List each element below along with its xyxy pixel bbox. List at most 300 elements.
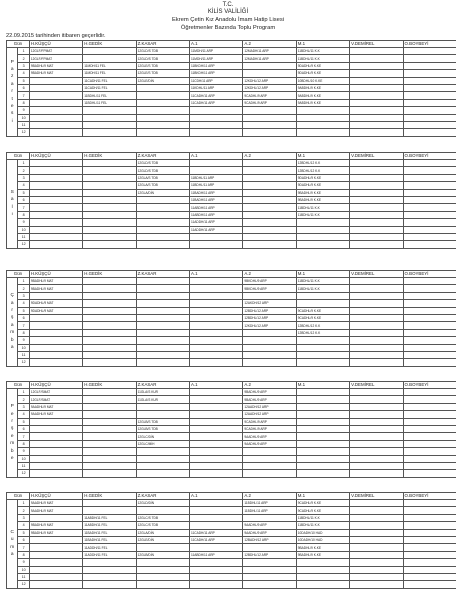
lesson-cell [136, 337, 189, 344]
column-header-gun: Gün [7, 41, 30, 48]
lesson-cell: 9DADHL/9 MAT [29, 300, 82, 307]
period-number: 11 [18, 462, 29, 469]
header-program-title: Öğretmenler Bazında Toplu Program [180, 25, 276, 31]
lesson-cell: 12KDHL/12 ARP [243, 84, 296, 91]
table-row [7, 418, 456, 425]
day-table [6, 381, 456, 478]
lesson-cell [190, 581, 243, 588]
lesson-cell [296, 455, 349, 462]
lesson-cell [350, 351, 403, 358]
lesson-cell [350, 219, 403, 226]
lesson-cell [29, 174, 82, 181]
lesson-cell [403, 551, 456, 558]
lesson-cell [403, 219, 456, 226]
column-header-teacher: A.2 [243, 41, 296, 48]
lesson-cell [350, 514, 403, 521]
lesson-cell [190, 462, 243, 469]
lesson-cell [190, 314, 243, 321]
table-row [7, 433, 456, 440]
column-header-teacher: H.GEDİK [83, 493, 136, 500]
lesson-cell [190, 566, 243, 573]
lesson-cell [243, 462, 296, 469]
lesson-cell: 9BADHL/9 ARP [243, 389, 296, 396]
lesson-cell [403, 500, 456, 507]
table-row [7, 189, 456, 196]
table-row [7, 329, 456, 336]
lesson-cell: 9CADHL/9 K.KE [296, 314, 349, 321]
lesson-cell [136, 241, 189, 248]
lesson-cell [403, 337, 456, 344]
lesson-cell [136, 359, 189, 366]
lesson-cell [403, 522, 456, 529]
lesson-cell [136, 455, 189, 462]
table-row [7, 573, 456, 580]
lesson-cell: 9BADHL/9 MAT [29, 70, 82, 77]
lesson-cell [350, 507, 403, 514]
lesson-cell: 11ADDH/11 FEL [83, 551, 136, 558]
lesson-cell: 12GLA/DİN [136, 189, 189, 196]
table-row [7, 389, 456, 396]
lesson-cell: 12GLD/DİN [136, 500, 189, 507]
table-row [7, 129, 456, 136]
lesson-cell: 11BADH/11 ARP [190, 196, 243, 203]
lesson-cell [83, 351, 136, 358]
day-name-vertical: C u m a [7, 500, 18, 589]
lesson-cell [296, 107, 349, 114]
period-number: 1 [18, 389, 29, 396]
lesson-cell [29, 121, 82, 128]
lesson-cell [83, 322, 136, 329]
column-header-teacher: A.2 [243, 153, 296, 160]
lesson-cell [83, 507, 136, 514]
lesson-cell [83, 121, 136, 128]
column-header-teacher: H.KÜŞÇÜ [29, 493, 82, 500]
lesson-cell [136, 507, 189, 514]
lesson-cell: 11BDHL/11 K.K [296, 211, 349, 218]
lesson-cell: 9CADHL/9 ARP [243, 99, 296, 106]
lesson-cell: 11CADH/11 FEL [83, 77, 136, 84]
lesson-cell [243, 329, 296, 336]
lesson-cell [403, 121, 456, 128]
lesson-cell [190, 107, 243, 114]
lesson-cell [403, 77, 456, 84]
table-row [7, 160, 456, 167]
lesson-cell: 11BDHL/11 ARP [190, 182, 243, 189]
lesson-cell: 9DADHL/9 MAT [29, 307, 82, 314]
lesson-cell [83, 167, 136, 174]
lesson-cell [243, 129, 296, 136]
column-header-teacher: H.GEDİK [83, 41, 136, 48]
lesson-cell: 11MDH/11 FEL [83, 70, 136, 77]
lesson-cell [29, 292, 82, 299]
lesson-cell [296, 425, 349, 432]
lesson-cell [83, 211, 136, 218]
lesson-cell: 12BDHL/12 K.K [296, 160, 349, 167]
lesson-cell [190, 121, 243, 128]
lesson-cell [190, 448, 243, 455]
lesson-cell [83, 292, 136, 299]
lesson-cell: 9BADHL/9 K.KE [296, 551, 349, 558]
table-row [7, 77, 456, 84]
period-number: 12 [18, 470, 29, 477]
lesson-cell [83, 307, 136, 314]
lesson-cell: 12GLE/DİN [136, 536, 189, 543]
lesson-cell [350, 129, 403, 136]
lesson-cell [29, 241, 82, 248]
period-number: 11 [18, 351, 29, 358]
lesson-cell: 9AADHL/9 ARP [243, 529, 296, 536]
lesson-cell [136, 278, 189, 285]
lesson-cell [29, 462, 82, 469]
lesson-cell [296, 337, 349, 344]
period-number: 5 [18, 307, 29, 314]
period-number: 3 [18, 174, 29, 181]
table-row [7, 411, 456, 418]
table-row [7, 351, 456, 358]
lesson-cell [403, 581, 456, 588]
period-number: 6 [18, 196, 29, 203]
lesson-cell [83, 559, 136, 566]
period-number: 11 [18, 121, 29, 128]
lesson-cell [136, 470, 189, 477]
lesson-cell [83, 344, 136, 351]
lesson-cell: 12KDHL/12 ARP [243, 322, 296, 329]
lesson-cell: 9BADHL/9 MAT [29, 285, 82, 292]
lesson-cell [136, 462, 189, 469]
lesson-cell [190, 396, 243, 403]
lesson-cell [83, 129, 136, 136]
lesson-cell [350, 174, 403, 181]
lesson-cell: 11GLA/S KUR [136, 389, 189, 396]
lesson-cell [29, 160, 82, 167]
lesson-cell: 9BADHL/9 MAT [29, 278, 82, 285]
lesson-cell [350, 344, 403, 351]
lesson-cell [136, 448, 189, 455]
table-row [7, 337, 456, 344]
lesson-cell [350, 84, 403, 91]
table-row [7, 300, 456, 307]
lesson-cell [83, 566, 136, 573]
table-row [7, 425, 456, 432]
table-header-row [7, 382, 456, 389]
lesson-cell: 12BDHL/12 K.K [296, 329, 349, 336]
lesson-cell [136, 403, 189, 410]
lesson-cell [29, 448, 82, 455]
table-row [7, 121, 456, 128]
period-number: 8 [18, 211, 29, 218]
lesson-cell [29, 581, 82, 588]
lesson-cell [296, 241, 349, 248]
lesson-cell [350, 189, 403, 196]
lesson-cell [243, 455, 296, 462]
column-header-teacher: O.BOYBEYİ [403, 41, 456, 48]
lesson-cell [296, 233, 349, 240]
lesson-cell [403, 196, 456, 203]
lesson-cell [243, 62, 296, 69]
lesson-cell [403, 307, 456, 314]
lesson-cell: 9AADHL/9 ARP [243, 433, 296, 440]
lesson-cell: 9AADHL/9 MAT [29, 500, 82, 507]
lesson-cell [350, 160, 403, 167]
column-header-gun: Gün [7, 271, 30, 278]
period-number: 7 [18, 204, 29, 211]
lesson-cell [136, 233, 189, 240]
lesson-cell [83, 189, 136, 196]
table-row [7, 241, 456, 248]
lesson-cell [136, 307, 189, 314]
table-row [7, 107, 456, 114]
validity-date-note: 22.09.2015 tarihinden itibaren geçerlidir. [6, 33, 106, 39]
lesson-cell [403, 544, 456, 551]
lesson-cell [190, 411, 243, 418]
lesson-cell [136, 411, 189, 418]
lesson-cell [403, 99, 456, 106]
lesson-cell: 9AADHL/9 MAT [29, 411, 82, 418]
lesson-cell [136, 559, 189, 566]
lesson-cell: 9CADHL/9 ARP [243, 418, 296, 425]
lesson-cell: 12GLB/S TDB [136, 425, 189, 432]
lesson-cell [83, 48, 136, 55]
lesson-cell: 9BADHL/9 K.KE [296, 189, 349, 196]
lesson-cell [190, 329, 243, 336]
lesson-cell [29, 425, 82, 432]
header-school-name: Ekrem Çetin Kız Anadolu İmam Hatip Lisesi [171, 17, 285, 23]
lesson-cell [350, 233, 403, 240]
lesson-cell [243, 121, 296, 128]
lesson-cell [403, 389, 456, 396]
table-row [7, 48, 456, 55]
period-number: 9 [18, 559, 29, 566]
lesson-cell: 11MDH/11 ARP [190, 55, 243, 62]
lesson-cell [243, 174, 296, 181]
lesson-cell: 11BKDH/11 ARP [190, 62, 243, 69]
lesson-cell [243, 573, 296, 580]
lesson-cell [403, 189, 456, 196]
lesson-cell: 12AKDH/12 ARP [243, 300, 296, 307]
table-row [7, 219, 456, 226]
lesson-cell: 11BDHL/11 FEL [83, 92, 136, 99]
lesson-cell [350, 285, 403, 292]
lesson-cell [136, 121, 189, 128]
lesson-cell [403, 174, 456, 181]
lesson-cell [296, 344, 349, 351]
lesson-cell [403, 448, 456, 455]
lesson-cell [350, 62, 403, 69]
lesson-cell [403, 211, 456, 218]
table-row [7, 500, 456, 507]
lesson-cell [350, 455, 403, 462]
lesson-cell [296, 448, 349, 455]
lesson-cell [29, 433, 82, 440]
lesson-cell [83, 285, 136, 292]
period-number: 11 [18, 233, 29, 240]
lesson-cell [243, 204, 296, 211]
lesson-cell [29, 182, 82, 189]
lesson-cell [350, 581, 403, 588]
lesson-cell [83, 107, 136, 114]
lesson-cell [190, 403, 243, 410]
table-row [7, 470, 456, 477]
table-row [7, 551, 456, 558]
lesson-cell [29, 551, 82, 558]
lesson-cell [83, 233, 136, 240]
lesson-cell [350, 470, 403, 477]
lesson-cell [350, 204, 403, 211]
lesson-cell [136, 292, 189, 299]
lesson-cell [403, 344, 456, 351]
period-number: 6 [18, 84, 29, 91]
lesson-cell [136, 107, 189, 114]
lesson-cell [29, 337, 82, 344]
lesson-cell: 9ABDHL/9 K.KE [296, 99, 349, 106]
lesson-cell [243, 359, 296, 366]
lesson-cell: 12BDHL/12 K.K [296, 167, 349, 174]
lesson-cell [350, 529, 403, 536]
lesson-cell: 11CADH/11 ARP [190, 99, 243, 106]
column-header-teacher: O.BOYBEYİ [403, 493, 456, 500]
lesson-cell [350, 300, 403, 307]
lesson-cell: 9BADHL/9 ARP [243, 396, 296, 403]
table-row [7, 285, 456, 292]
lesson-cell [29, 129, 82, 136]
lesson-cell [350, 566, 403, 573]
column-header-gun: Gün [7, 493, 30, 500]
lesson-cell [403, 462, 456, 469]
lesson-cell [403, 129, 456, 136]
lesson-cell [190, 470, 243, 477]
lesson-cell [83, 226, 136, 233]
lesson-cell [350, 314, 403, 321]
lesson-cell [403, 559, 456, 566]
lesson-cell: 11CADH/11 ARP [190, 529, 243, 536]
lesson-cell: 10BDHL/10 K.KE [296, 77, 349, 84]
lesson-cell: 9DADHL/9 K.KE [296, 62, 349, 69]
lesson-cell: 12GLA/S TDB [136, 174, 189, 181]
lesson-cell [29, 351, 82, 358]
lesson-cell [243, 566, 296, 573]
day-table [6, 152, 456, 249]
period-number: 12 [18, 581, 29, 588]
table-row [7, 70, 456, 77]
lesson-cell [403, 285, 456, 292]
lesson-cell [350, 99, 403, 106]
lesson-cell: 11ABDH/11 ARP [190, 211, 243, 218]
lesson-cell [296, 566, 349, 573]
lesson-cell [136, 204, 189, 211]
lesson-cell [296, 351, 349, 358]
period-number: 9 [18, 337, 29, 344]
lesson-cell [403, 300, 456, 307]
lesson-cell [83, 204, 136, 211]
lesson-cell [83, 160, 136, 167]
lesson-cell [350, 500, 403, 507]
lesson-cell [403, 314, 456, 321]
table-header-row [7, 41, 456, 48]
table-row [7, 278, 456, 285]
lesson-cell: 9DADHL/9 K.KE [296, 182, 349, 189]
lesson-cell [243, 448, 296, 455]
lesson-cell [403, 322, 456, 329]
lesson-cell [136, 544, 189, 551]
lesson-cell: 11BADH/11 ARP [190, 189, 243, 196]
lesson-cell [136, 285, 189, 292]
period-number: 7 [18, 92, 29, 99]
lesson-cell [243, 219, 296, 226]
lesson-cell [350, 182, 403, 189]
table-row [7, 233, 456, 240]
lesson-cell: 12GLB/DİN [136, 551, 189, 558]
lesson-cell [350, 48, 403, 55]
lesson-cell [243, 233, 296, 240]
lesson-cell: 9AADHL/9 MAT [29, 403, 82, 410]
lesson-cell [403, 160, 456, 167]
column-header-teacher: A.2 [243, 271, 296, 278]
lesson-cell [190, 307, 243, 314]
lesson-cell: 12GLE/S TDB [136, 62, 189, 69]
lesson-cell [29, 204, 82, 211]
lesson-cell: 12GLB/S TDB [136, 418, 189, 425]
lesson-cell: 9CADHL/9 K.KE [296, 307, 349, 314]
column-header-teacher: Z.KASAR [136, 493, 189, 500]
lesson-cell [350, 396, 403, 403]
lesson-cell [136, 92, 189, 99]
lesson-cell: 11BADH/11 FEL [83, 536, 136, 543]
period-number: 6 [18, 314, 29, 321]
lesson-cell: 12AADH/12 ARP [243, 411, 296, 418]
column-header-teacher: M.1 [296, 41, 349, 48]
lesson-cell [29, 344, 82, 351]
lesson-cell [29, 84, 82, 91]
table-row [7, 167, 456, 174]
period-number: 12 [18, 359, 29, 366]
lesson-cell: 11BDHL/11 K.K [296, 55, 349, 62]
table-row [7, 559, 456, 566]
table-row [7, 440, 456, 447]
lesson-cell [29, 114, 82, 121]
lesson-cell [403, 167, 456, 174]
lesson-cell [350, 573, 403, 580]
lesson-cell [190, 300, 243, 307]
lesson-cell: 9DADHL/9 K.KE [296, 174, 349, 181]
lesson-cell [350, 433, 403, 440]
lesson-cell [403, 48, 456, 55]
lesson-cell [296, 219, 349, 226]
period-number: 4 [18, 300, 29, 307]
table-row [7, 359, 456, 366]
lesson-cell [350, 70, 403, 77]
lesson-cell: 12GLD/S TDB [136, 167, 189, 174]
lesson-cell [29, 566, 82, 573]
lesson-cell [190, 278, 243, 285]
lesson-cell [190, 114, 243, 121]
lesson-cell [190, 351, 243, 358]
column-header-gun: Gün [7, 382, 30, 389]
day-name-vertical: P a z a r t e s i [7, 48, 18, 137]
column-header-teacher: V.DEMİREL [350, 271, 403, 278]
lesson-cell [83, 314, 136, 321]
lesson-cell [243, 470, 296, 477]
lesson-cell: 11BDHL/11 ARP [190, 174, 243, 181]
lesson-cell [29, 514, 82, 521]
lesson-cell [136, 314, 189, 321]
lesson-cell [136, 300, 189, 307]
lesson-cell: 11CADH/11 FEL [83, 84, 136, 91]
lesson-cell [29, 322, 82, 329]
lesson-cell [296, 462, 349, 469]
lesson-cell [190, 425, 243, 432]
lesson-cell [403, 55, 456, 62]
lesson-cell [190, 337, 243, 344]
